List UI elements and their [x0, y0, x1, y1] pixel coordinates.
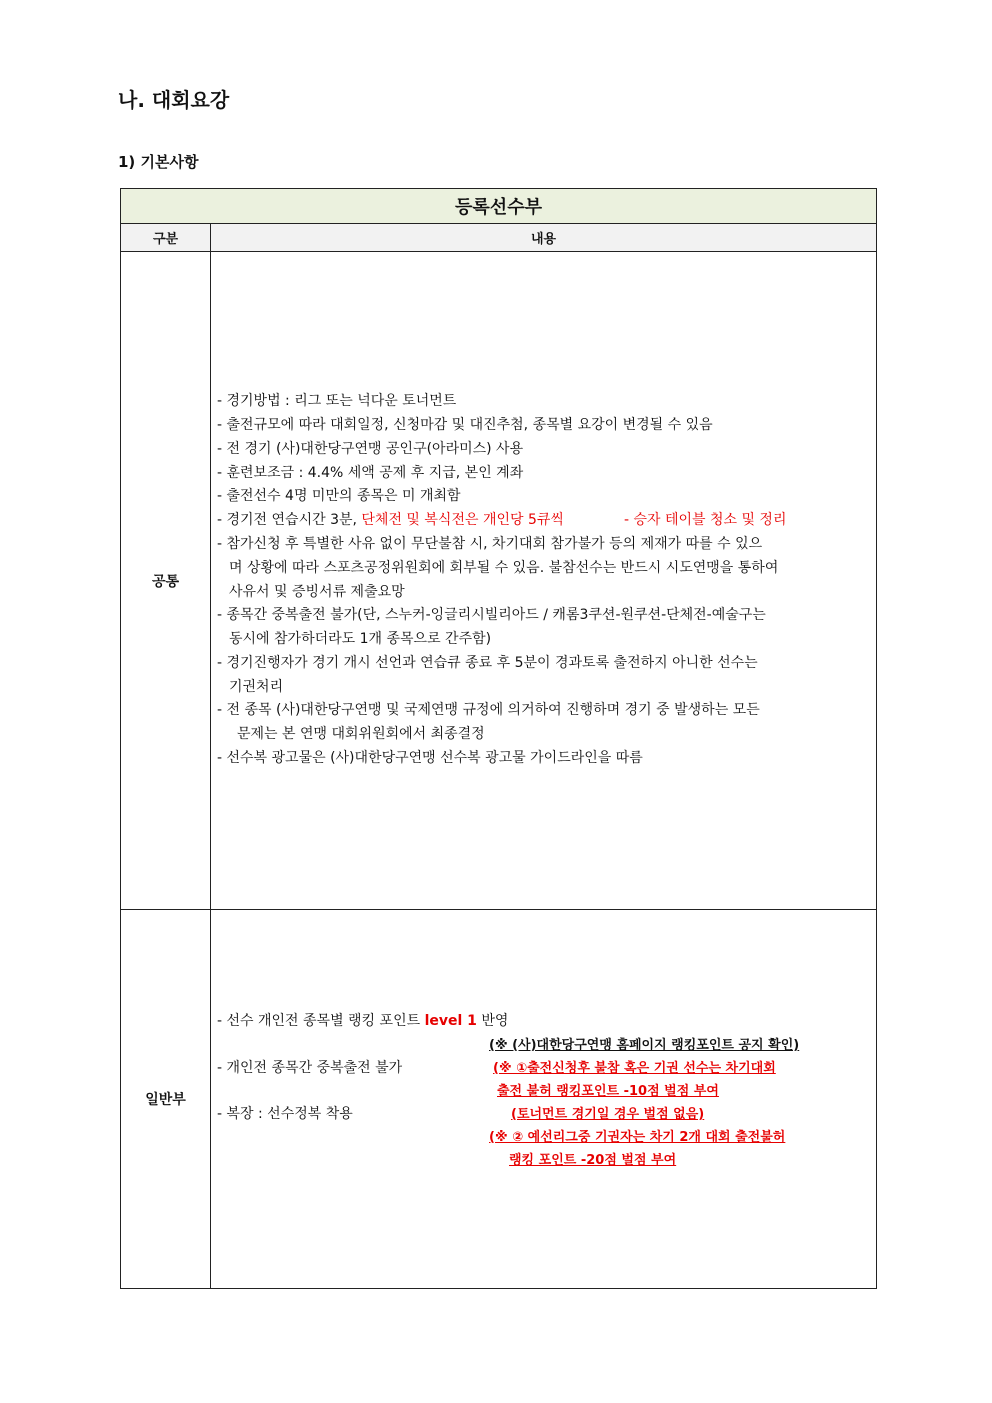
- header-category: 구분: [121, 224, 211, 252]
- penalty-note-1: (※ ①출전신청후 불참 혹은 기권 선수는 차기대회: [493, 1061, 776, 1076]
- ranking-prefix: - 선수 개인전 종목별 랭킹 포인트: [217, 1013, 425, 1029]
- content-general: [211, 910, 877, 1289]
- penalty-note-1-exception: (토너먼트 경기일 경우 벌점 없음): [511, 1107, 705, 1122]
- general-line-uniform: - 복장 : 선수정복 착용: [217, 1106, 353, 1122]
- common-line: 동시에 참가하더라도 1개 종목으로 간주함): [229, 631, 492, 648]
- common-line-practice: [217, 509, 870, 533]
- ranking-notice-note: (※ (사)대한당구연맹 홈페이지 랭킹포인트 공지 확인): [489, 1038, 800, 1053]
- common-line: 며 상황에 따라 스포츠공정위원회에 회부될 수 있음. 불참선수는 반드시 시도연맹을 통하여: [229, 559, 779, 576]
- common-line: - 종목간 중복출전 불가(단, 스누커-잉글리시빌리아드 / 캐롬3쿠션-원쿠션-단체전-예술구는: [217, 607, 766, 624]
- common-line: - 경기진행자가 경기 개시 선언과 연습큐 종료 후 5분이 경과토록 출전하지 아니한 선수는: [217, 654, 758, 671]
- common-line: - 참가신청 후 특별한 사유 없이 무단불참 시, 차기대회 참가불가 등의 제재가 따를 수 있으: [217, 535, 763, 552]
- table-title-row: [121, 189, 877, 224]
- common-line: - 출전선수 4명 미만의 종목은 미 개최함: [217, 488, 461, 505]
- team-practice-note: 단체전 및 복식전은 개인당 5큐씩: [361, 512, 564, 529]
- common-line: - 전 경기 (사)대한당구연맹 공인구(아라미스) 사용: [217, 440, 524, 457]
- common-line: 기권처리: [229, 678, 284, 695]
- header-content: 내용: [211, 224, 877, 252]
- table-title: 등록선수부: [121, 189, 877, 224]
- practice-time-text: - 경기전 연습시간 3분,: [217, 512, 362, 529]
- common-line: 문제는 본 연맹 대회위원회에서 최종결정: [237, 726, 485, 743]
- winner-table-note: - 승자 테이블 청소 및 정리: [623, 512, 787, 529]
- sub-title: 1) 기본사항: [118, 153, 199, 171]
- common-line: 사유서 및 증빙서류 제출요망: [229, 583, 405, 600]
- table-row-common: [121, 252, 877, 910]
- common-line: - 선수복 광고물은 (사)대한당구연맹 선수복 광고물 가이드라인을 따름: [217, 750, 643, 767]
- content-common: [211, 252, 877, 910]
- table-header-row: [121, 224, 877, 252]
- penalty-note-2: (※ ② 예선리그중 기권자는 차기 2개 대회 출전불허: [489, 1130, 786, 1145]
- common-line: - 경기방법 : 리그 또는 넉다운 토너먼트: [217, 393, 457, 410]
- general-line-duplicate: - 개인전 종목간 중복출전 불가: [217, 1060, 403, 1076]
- ranking-level: level 1: [424, 1013, 477, 1029]
- common-line: - 훈련보조금 : 4.4% 세액 공제 후 지급, 본인 계좌: [217, 464, 524, 481]
- category-general: 일반부: [121, 910, 211, 1289]
- category-common: 공통: [121, 252, 211, 910]
- section-title: 나. 대회요강: [118, 88, 230, 112]
- ranking-suffix: 반영: [476, 1013, 509, 1029]
- common-line: - 전 종목 (사)대한당구연맹 및 국제연맹 규정에 의거하여 진행하며 경기 중 발생하는 모든: [217, 702, 760, 719]
- common-line: - 출전규모에 따라 대회일정, 신청마감 및 대진추첨, 종목별 요강이 변경될 수 있음: [217, 416, 713, 433]
- table-row-general: [121, 910, 877, 1289]
- penalty-note-2-detail: 랭킹 포인트 -20점 벌점 부여: [509, 1153, 677, 1168]
- general-line-ranking: [217, 1010, 508, 1030]
- penalty-note-1-detail: 출전 불허 랭킹포인트 -10점 벌점 부여: [497, 1084, 719, 1099]
- registered-player-table: [120, 188, 877, 1289]
